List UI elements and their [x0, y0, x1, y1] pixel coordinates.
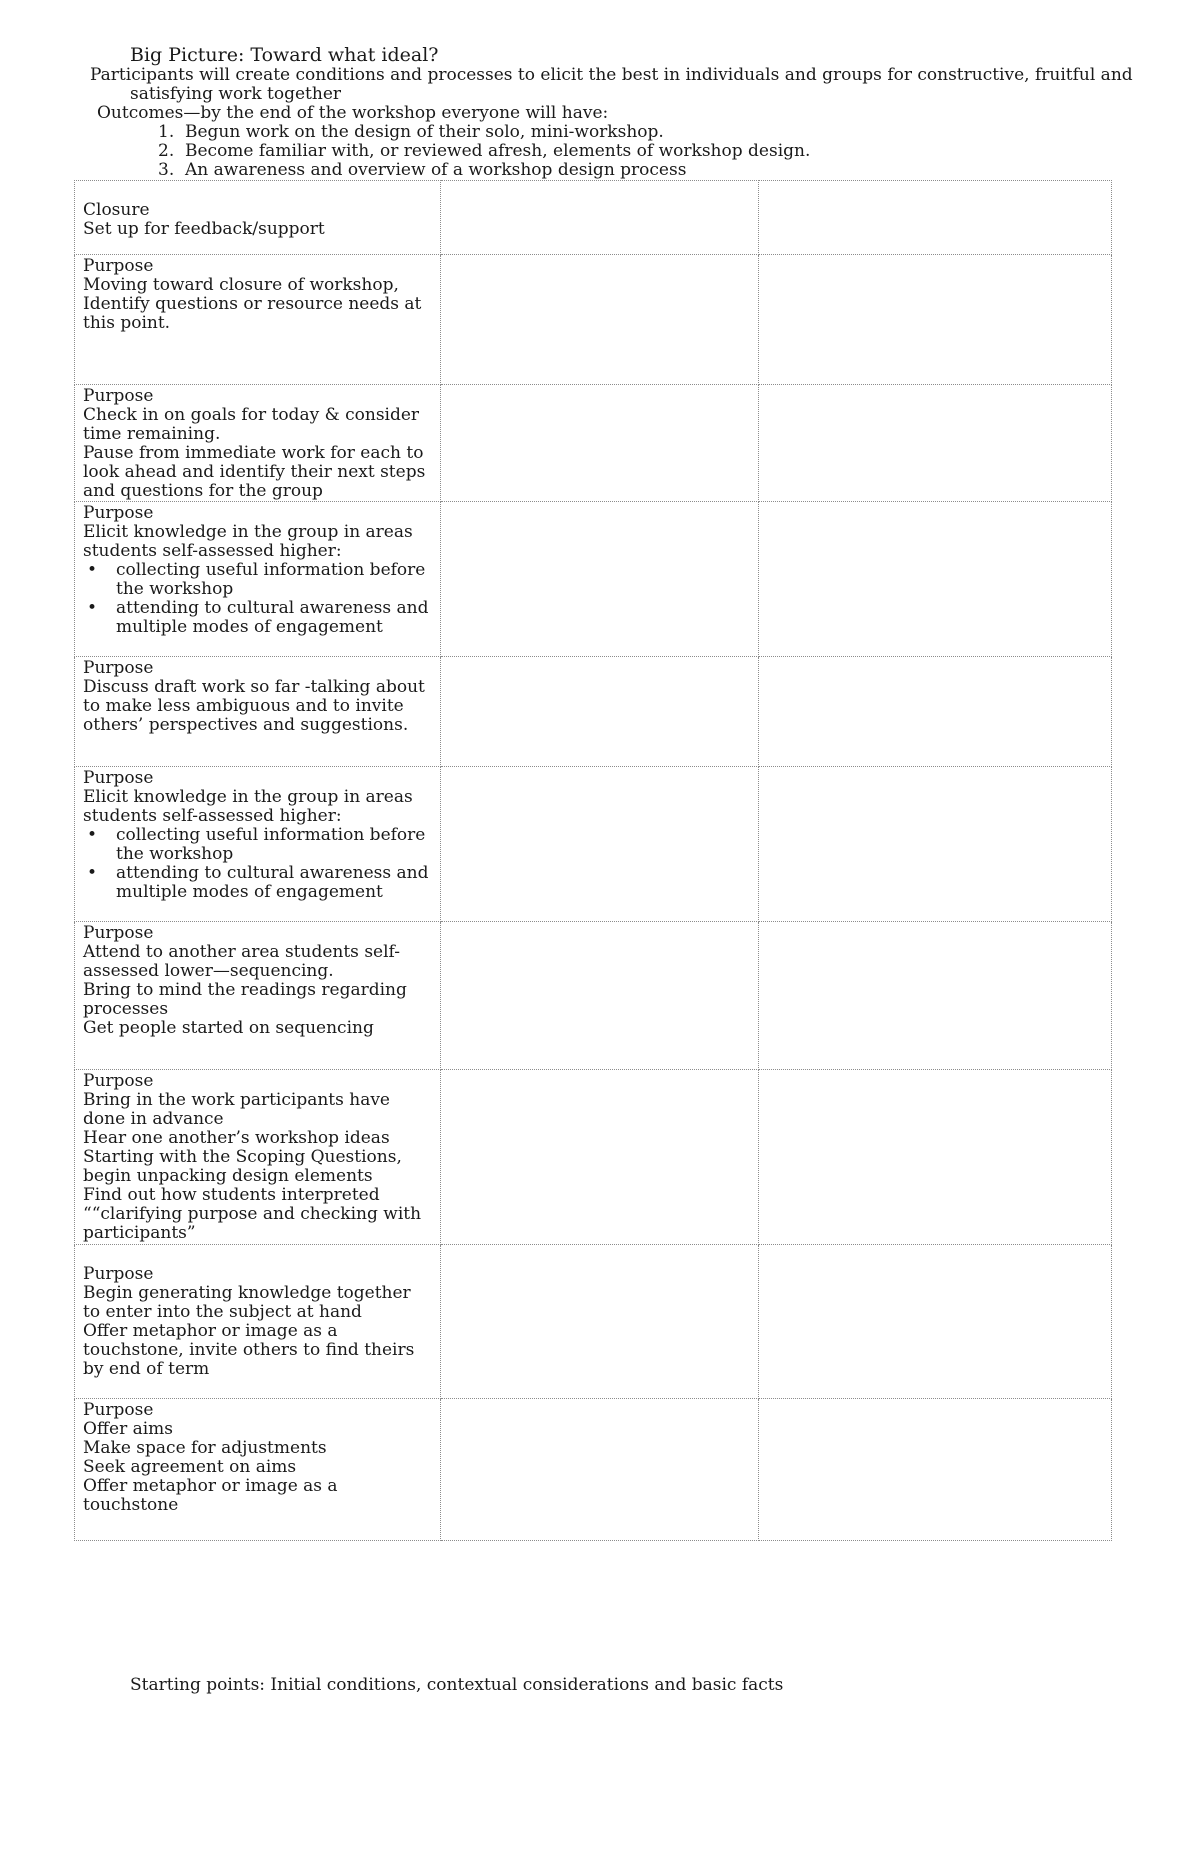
outcomes-list: [158, 123, 810, 180]
empty-cell: [759, 1245, 1112, 1399]
row-text: Make space for adjustments: [83, 1438, 327, 1458]
plan-row: [75, 1399, 1112, 1541]
plan-row: [75, 385, 1112, 502]
bullet-item: • collecting useful information before the workshop: [83, 561, 432, 599]
row-text: Set up for feedback/support: [83, 219, 325, 239]
empty-cell: [759, 181, 1112, 255]
row-heading: Closure: [83, 200, 150, 220]
row-text: Identify questions or resource needs at this point.: [83, 294, 422, 333]
empty-cell: [441, 385, 759, 502]
empty-cell: [441, 255, 759, 385]
row-text: Discuss draft work so far -talking about to make less ambiguous and to invite others’ perspectives and suggestions.: [83, 677, 425, 735]
bullet-list: [83, 826, 432, 902]
empty-cell: [441, 1245, 759, 1399]
bullet-item: • attending to cultural awareness and multiple modes of engagement: [83, 864, 432, 902]
empty-cell: [441, 657, 759, 767]
row-text: Begin generating knowledge together to enter into the subject at hand: [83, 1283, 411, 1322]
outcome-item: [158, 142, 810, 161]
row-text: Attend to another area students self-assessed lower—sequencing.: [83, 942, 400, 981]
intro-paragraph: Participants will create conditions and processes to elicit the best in individuals and groups for constructive, fruitful and satisfying work together: [90, 65, 1133, 104]
bullet-list: [83, 561, 432, 637]
outcome-text: An awareness and overview of a workshop design process: [185, 160, 687, 180]
plan-row: [75, 767, 1112, 922]
purpose-cell: [75, 181, 441, 255]
row-text: Offer metaphor or image as a touchstone, invite others to find theirs by end of term: [83, 1321, 415, 1379]
purpose-cell: [75, 1399, 441, 1541]
row-text: Bring to mind the readings regarding processes: [83, 980, 407, 1019]
row-heading: Purpose: [83, 658, 154, 678]
row-text: Pause from immediate work for each to look ahead and identify their next steps and questions for the group: [83, 443, 426, 501]
plan-row: [75, 1070, 1112, 1245]
row-text: Hear one another’s workshop ideas: [83, 1128, 390, 1148]
outcomes-heading: Outcomes—by the end of the workshop everyone will have:: [97, 103, 609, 123]
plan-row: [75, 657, 1112, 767]
purpose-cell: [75, 255, 441, 385]
purpose-cell: [75, 502, 441, 657]
workshop-plan-table: [74, 180, 1112, 1541]
plan-row: [75, 255, 1112, 385]
row-text: Moving toward closure of workshop,: [83, 275, 399, 295]
starting-points-heading: Starting points: Initial conditions, contextual considerations and basic facts: [130, 1675, 784, 1695]
row-heading: Purpose: [83, 768, 154, 788]
row-heading: Purpose: [83, 1264, 154, 1284]
outcome-item: [158, 161, 810, 180]
empty-cell: [441, 1070, 759, 1245]
row-text: Bring in the work participants have done in advance: [83, 1090, 390, 1129]
row-text: Get people started on sequencing: [83, 1018, 374, 1038]
row-text: Find out how students interpreted ““clarifying purpose and checking with participants”: [83, 1185, 422, 1243]
empty-cell: [441, 1399, 759, 1541]
purpose-cell: [75, 1245, 441, 1399]
outcome-number: 3.: [158, 160, 175, 180]
plan-row: [75, 1245, 1112, 1399]
row-heading: Purpose: [83, 386, 154, 406]
row-text: Seek agreement on aims: [83, 1457, 297, 1477]
purpose-cell: [75, 657, 441, 767]
empty-cell: [441, 922, 759, 1070]
row-heading: Purpose: [83, 1071, 154, 1091]
outcome-item: [158, 123, 810, 142]
empty-cell: [759, 1399, 1112, 1541]
row-text: Starting with the Scoping Questions, begin unpacking design elements: [83, 1147, 402, 1186]
empty-cell: [759, 255, 1112, 385]
empty-cell: [759, 657, 1112, 767]
empty-cell: [759, 385, 1112, 502]
empty-cell: [759, 767, 1112, 922]
row-text: Check in on goals for today & consider time remaining.: [83, 405, 420, 444]
page-title: Big Picture: Toward what ideal?: [130, 44, 439, 66]
row-heading: Purpose: [83, 1400, 154, 1420]
purpose-cell: [75, 1070, 441, 1245]
row-text: Elicit knowledge in the group in areas students self-assessed higher:: [83, 522, 413, 561]
purpose-cell: [75, 767, 441, 922]
empty-cell: [441, 181, 759, 255]
empty-cell: [441, 502, 759, 657]
plan-row: [75, 502, 1112, 657]
row-heading: Purpose: [83, 256, 154, 276]
plan-row: [75, 181, 1112, 255]
empty-cell: [759, 1070, 1112, 1245]
bullet-item: • attending to cultural awareness and multiple modes of engagement: [83, 599, 432, 637]
row-text: Offer aims: [83, 1419, 174, 1439]
outcome-text: Begun work on the design of their solo, mini-workshop.: [185, 122, 664, 142]
purpose-cell: [75, 385, 441, 502]
purpose-cell: [75, 922, 441, 1070]
row-text: Offer metaphor or image as a touchstone: [83, 1476, 338, 1515]
outcome-number: 1.: [158, 122, 175, 142]
outcome-text: Become familiar with, or reviewed afresh, elements of workshop design.: [185, 141, 811, 161]
empty-cell: [441, 767, 759, 922]
row-heading: Purpose: [83, 923, 154, 943]
outcome-number: 2.: [158, 141, 175, 161]
empty-cell: [759, 502, 1112, 657]
plan-row: [75, 922, 1112, 1070]
bullet-item: • collecting useful information before the workshop: [83, 826, 432, 864]
row-heading: Purpose: [83, 503, 154, 523]
row-text: Elicit knowledge in the group in areas students self-assessed higher:: [83, 787, 413, 826]
empty-cell: [759, 922, 1112, 1070]
